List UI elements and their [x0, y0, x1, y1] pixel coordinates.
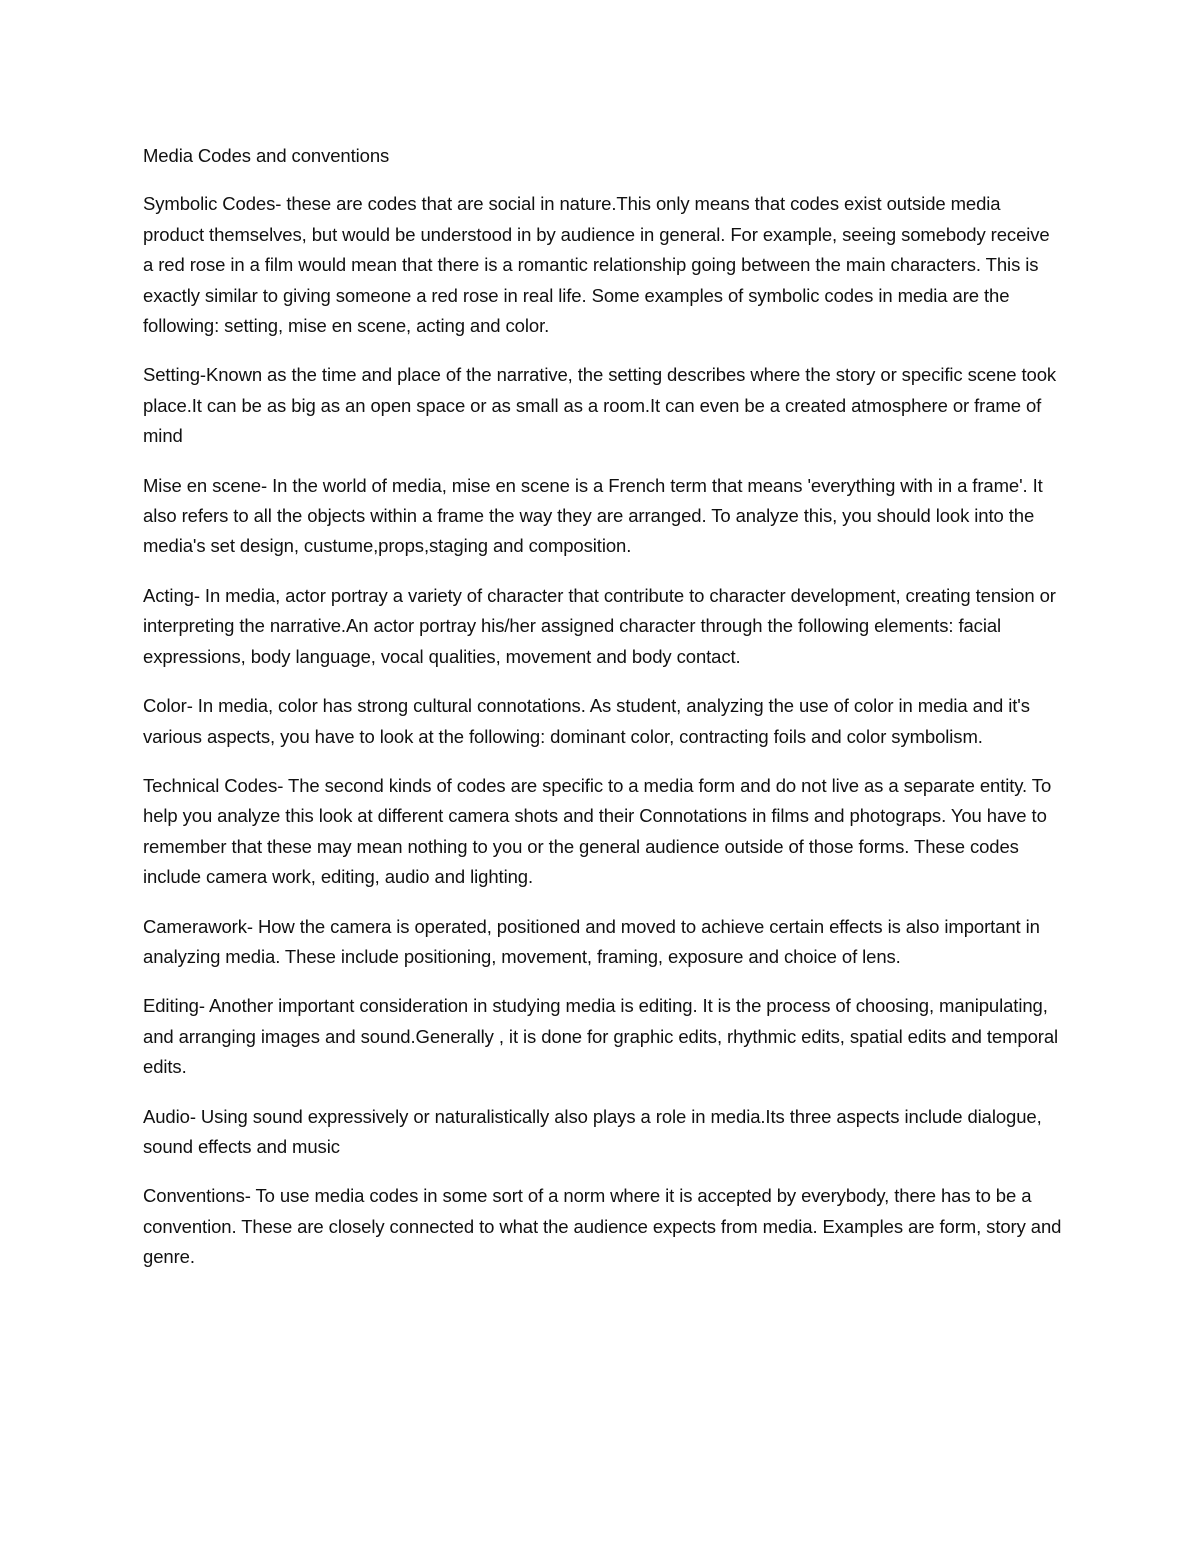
paragraph-camerawork: Camerawork- How the camera is operated, positioned and moved to achieve certain effects is also important in analyzing media. These include positioning, movement, framing, exposure and choice of lens. [143, 915, 1040, 967]
document-body [143, 141, 1063, 1292]
paragraph-mise-en-scene: Mise en scene- In the world of media, mise en scene is a French term that means 'everything with in a frame'. It also refers to all the objects within a frame the way they are arranged. To analyze this, you should look into the media's set design, custume,props,staging and composition. [143, 474, 1043, 557]
paragraph-symbolic-codes: Symbolic Codes- these are codes that are social in nature.This only means that codes exist outside media product themselves, but would be understood in by audience in general. For example, seeing somebody receive a red rose in a film would mean that there is a romantic relationship going between the main characters. This is exactly similar to giving someone a red rose in real life. Some examples of symbolic codes in media are the following: setting, mise en scene, acting and color. [143, 193, 1050, 337]
paragraph-acting: Acting- In media, actor portray a variety of character that contribute to character development, creating tension or interpreting the narrative.An actor portray his/her assigned character through the following elements: facial expressions, body language, vocal qualities, movement and body contact. [143, 584, 1056, 667]
paragraph-setting: Setting-Known as the time and place of the narrative, the setting describes where the story or specific scene took place.It can be as big as an open space or as small as a room.It can even be a created atmosphere or frame of mind [143, 364, 1057, 447]
document-title: Media Codes and conventions [143, 145, 390, 166]
paragraph-editing: Editing- Another important consideration in studying media is editing. It is the process of choosing, manipulating, and arranging images and sound.Generally , it is done for graphic edits, rhythmic edits, spatial edits and temporal edits. [143, 995, 1059, 1078]
paragraph-color: Color- In media, color has strong cultural connotations. As student, analyzing the use of color in media and it's various aspects, you have to look at the following: dominant color, contracting foils and color symbolism. [143, 695, 1030, 747]
paragraph-technical-codes: Technical Codes- The second kinds of codes are specific to a media form and do not live as a separate entity. To help you analyze this look at different camera shots and their Connotations in films and photograps. You have to remember that these may mean nothing to you or the general audience outside of those forms. These codes include camera work, editing, audio and lighting. [143, 774, 1052, 888]
paragraph-audio: Audio- Using sound expressively or naturalistically also plays a role in media.Its three aspects include dialogue, sound effects and music [143, 1105, 1042, 1157]
paragraph-conventions: Conventions- To use media codes in some sort of a norm where it is accepted by everybody, there has to be a convention. These are closely connected to what the audience expects from media. Examples are form, story and genre. [143, 1185, 1062, 1268]
